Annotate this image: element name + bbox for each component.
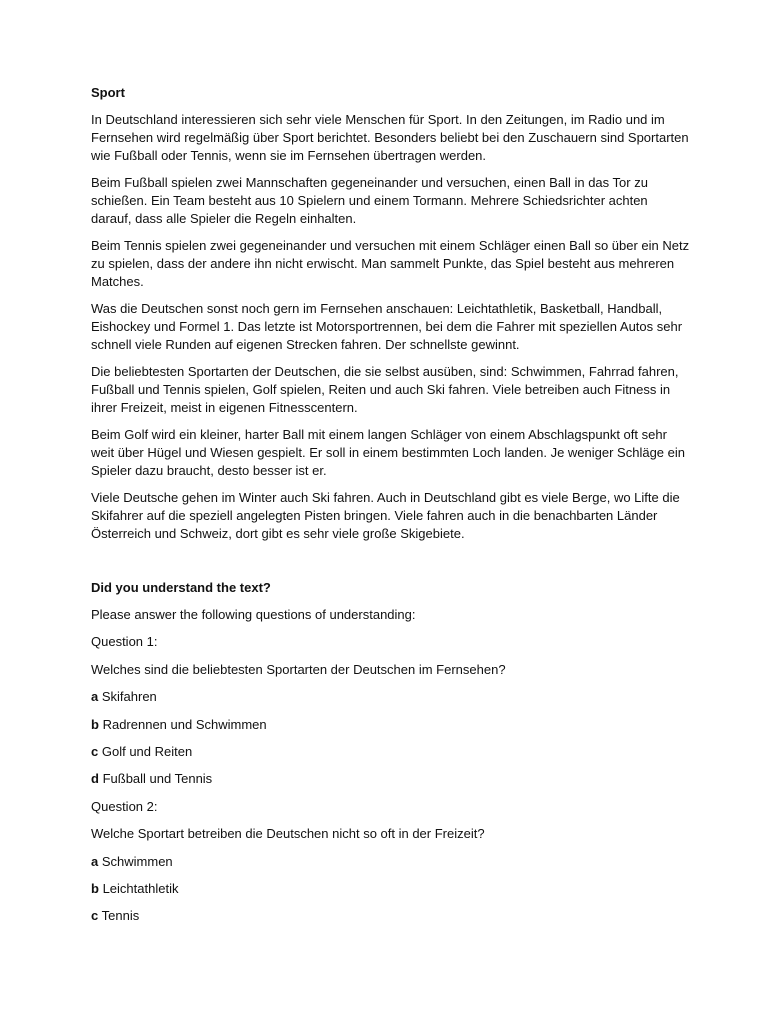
question-1-option-b <box>91 716 691 734</box>
section-spacer <box>91 552 691 579</box>
question-1-label: Question 1: <box>91 634 158 650</box>
option-letter: b <box>91 880 99 896</box>
option-letter: d <box>91 771 99 787</box>
quiz-heading: Did you understand the text? <box>91 580 271 595</box>
question-2-option-c <box>91 907 691 925</box>
question-1-option-d <box>91 770 691 788</box>
option-text: Skifahren <box>101 689 157 705</box>
option-text: Schwimmen <box>101 853 173 869</box>
article-paragraph: Die beliebtesten Sportarten der Deutschen, die sie selbst ausüben, sind: Schwimmen, Fahrrad fahren, Fußball und Tennis spielen, Golf spielen, Reiten und auch Ski fahren. Viele betreiben auch Fitness in ihrer Freizeit, meist in eigenen Fitnesscentern. <box>91 364 679 415</box>
option-letter: a <box>91 853 99 869</box>
option-text: Leichtathletik <box>102 880 179 896</box>
option-text: Tennis <box>101 908 140 924</box>
question-1-option-c <box>91 743 691 761</box>
option-letter: a <box>91 689 99 705</box>
question-2-text: Welche Sportart betreiben die Deutschen nicht so oft in der Freizeit? <box>91 826 485 842</box>
article-paragraph: Beim Golf wird ein kleiner, harter Ball mit einem langen Schläger von einem Abschlagspunkt oft sehr weit über Hügel und Wiesen gespielt. Er soll in einem bestimmten Loch landen. Je weniger Schläge ein Spieler dazu braucht, desto besser ist er. <box>91 427 685 478</box>
article-paragraph: Was die Deutschen sonst noch gern im Fernsehen anschauen: Leichtathletik, Basketball, Handball, Eishockey und Formel 1. Das letzte ist Motorsportrennen, bei dem die Fahrer mit speziellen Autos sehr schnell viele Runden auf eigenen Strecken fahren. Der schnellste gewinnt. <box>91 301 683 352</box>
article-title: Sport <box>91 85 125 100</box>
question-1-option-a <box>91 688 691 706</box>
quiz-intro: Please answer the following questions of understanding: <box>91 607 416 622</box>
option-letter: c <box>91 908 99 924</box>
article-paragraph: Beim Tennis spielen zwei gegeneinander und versuchen mit einem Schläger einen Ball so über ein Netz zu spielen, dass der andere ihn nicht erwischt. Man sammelt Punkte, das Spiel besteht aus mehreren Matches. <box>91 238 690 289</box>
article-paragraph: Beim Fußball spielen zwei Mannschaften gegeneinander und versuchen, einen Ball in das Tor zu schießen. Ein Team besteht aus 10 Spielern und einem Tormann. Mehrere Schiedsrichter achten darauf, dass alle Spieler die Regeln einhalten. <box>91 175 648 226</box>
article-paragraph: In Deutschland interessieren sich sehr viele Menschen für Sport. In den Zeitungen, im Radio und im Fernsehen wird regelmäßig über Sport berichtet. Besonders beliebt bei den Zuschauern sind Sportarten wie Fußball oder Tennis, wenn sie im Fernsehen übertragen werden. <box>91 112 689 163</box>
option-text: Golf und Reiten <box>101 743 193 759</box>
question-1-text: Welches sind die beliebtesten Sportarten der Deutschen im Fernsehen? <box>91 661 506 677</box>
option-text: Fußball und Tennis <box>102 771 213 787</box>
option-letter: b <box>91 716 99 732</box>
document-page <box>91 84 691 935</box>
option-text: Radrennen und Schwimmen <box>102 716 267 732</box>
article-paragraph: Viele Deutsche gehen im Winter auch Ski fahren. Auch in Deutschland gibt es viele Berge, wo Lifte die Skifahrer auf die speziell angelegten Pisten bringen. Viele fahren auch in die benachbarten Länder Österreich und Schweiz, dort gibt es sehr viele große Skigebiete. <box>91 490 680 541</box>
question-2-label: Question 2: <box>91 798 158 814</box>
question-2-option-b <box>91 880 691 898</box>
question-2-option-a <box>91 853 691 871</box>
option-letter: c <box>91 743 99 759</box>
